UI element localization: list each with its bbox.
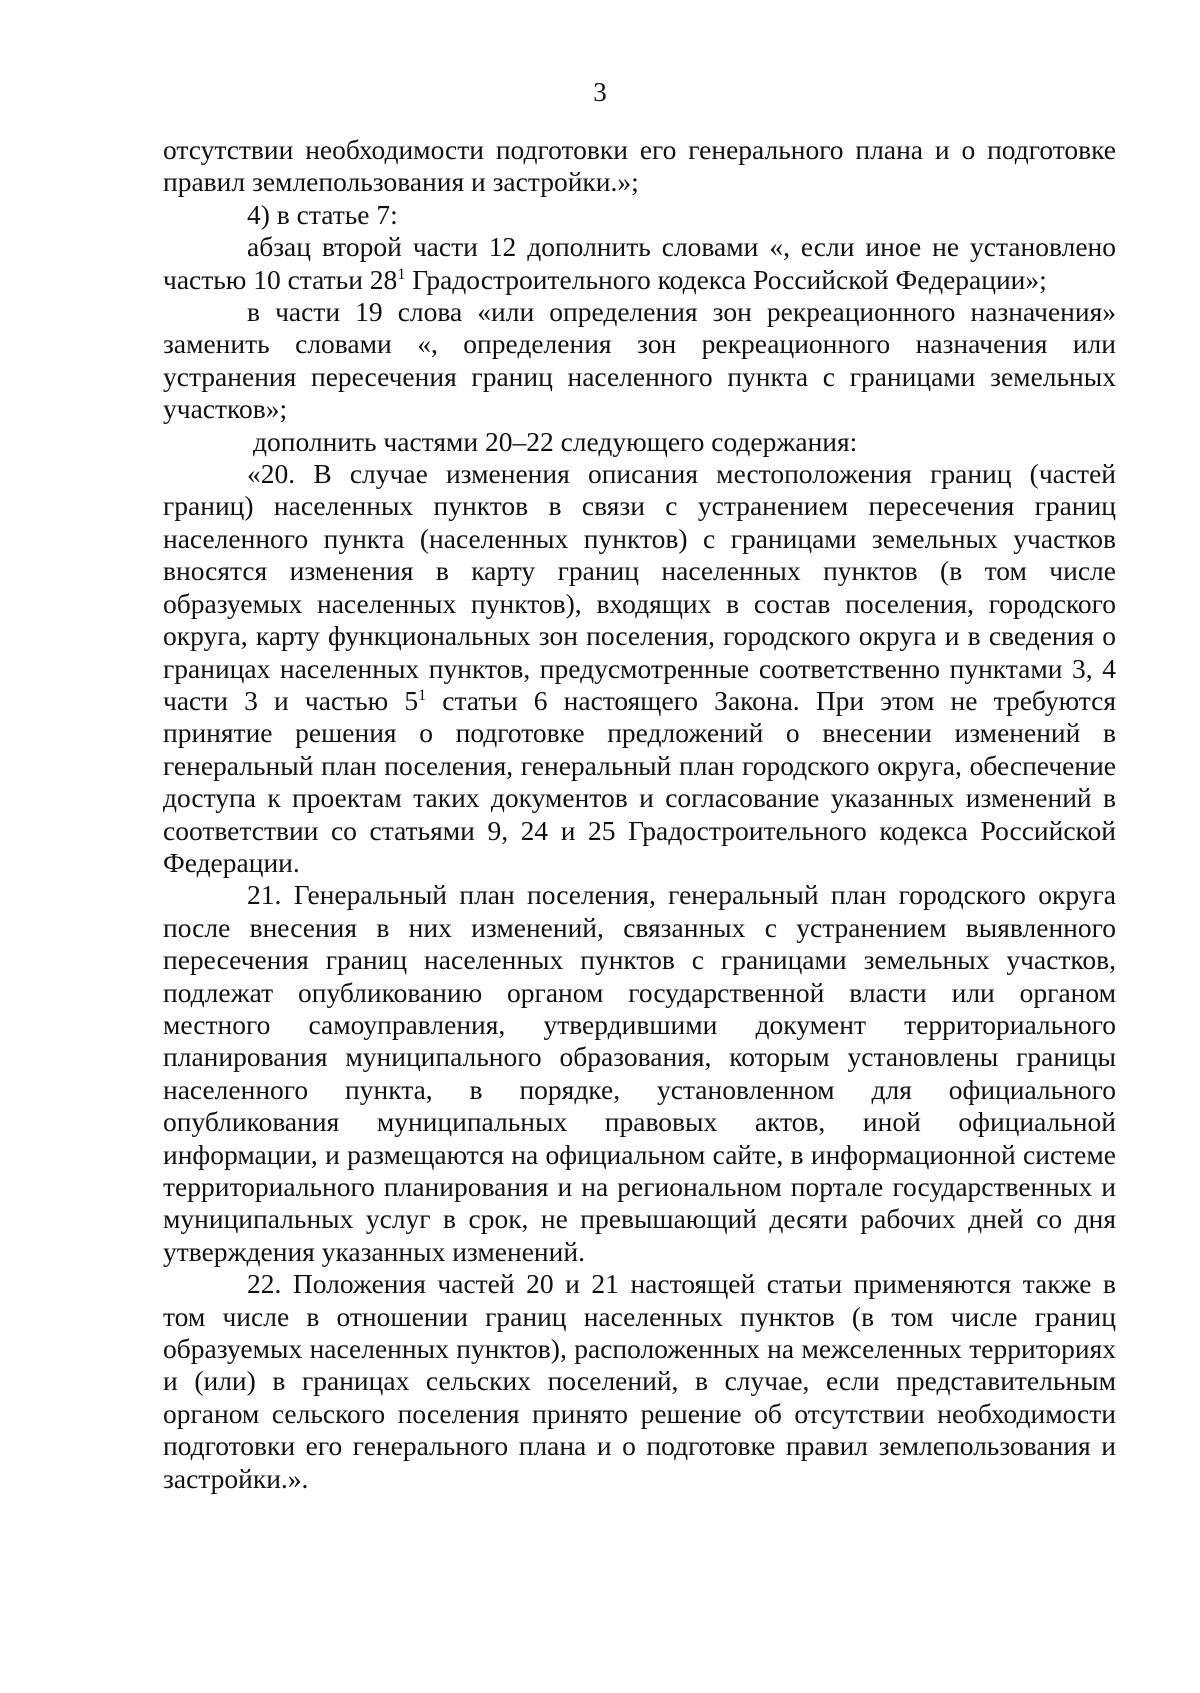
paragraph-text: абзац второй части 12 дополнить словами «, если иное не установлено частью 10 статьи 28 [163,231,1116,295]
paragraph-item-4: 4) в статье 7: [247,198,398,230]
page-number: 3 [593,77,607,107]
paragraph-part-20 [163,458,1116,879]
paragraph-continuation: отсутствии необходимости подготовки его генерального плана и о подготовке правил землепользования и застройки.»; [163,134,1116,198]
superscript: 1 [418,686,427,704]
document-body [163,134,1116,1495]
paragraph-text: «20. В случае изменения описания местоположения границ (частей границ) населенных пунктов в связи с устранением пересечения границ населенного пункта (населенных пунктов) с границами земельных участков вносятся изменения в карту границ населенных пунктов (в том числе образуемых населенных пунктов), входящих в состав поселения, городского округа, карту функциональных зон поселения, городского округа и в сведения о границах населенных пунктов, предусмотренные соответственно пунктами 3, 4 части 3 и частью 5 [163,458,1116,716]
paragraph-part-22: 22. Положения частей 20 и 21 настоящей статьи применяются также в том числе в отношении границ населенных пунктов (в том числе границ образуемых населенных пунктов), расположенных на межселенных территориях и (или) в границах сельских поселений, в случае, если представительным органом сельского поселения принято решение об отсутствии необходимости подготовки его генерального плана и о подготовке правил землепользования и застройки.». [163,1268,1116,1494]
paragraph-add-parts: дополнить частями 20–22 следующего содержания: [253,425,858,457]
paragraph-text: Градостроительного кодекса Российской Федерации»; [405,263,1047,295]
paragraph-text: статьи 6 настоящего Закона. При этом не требуются принятие решения о подготовке предложений о внесении изменений в генеральный план поселения, генеральный план городского округа, обеспечение доступа к проектам таких документов и согласование указанных изменений в соответствии со статьями 9, 24 и 25 Градостроительного кодекса Российской Федерации. [163,684,1116,878]
paragraph-amend-part-12 [163,231,1116,296]
superscript: 1 [397,265,406,283]
paragraph-part-21: 21. Генеральный план поселения, генеральный план городского округа после внесения в них изменений, связанных с устранением выявленного пересечения границ населенных пунктов с границами земельных участков, подлежат опубликованию органом государственной власти или органом местного самоуправления, утвердившими документ территориального планирования муниципального образования, которым установлены границы населенного пункта, в порядке, установленном для официального опубликования муниципальных правовых актов, иной официальной информации, и размещаются на официальном сайте, в информационной системе территориального планирования и на региональном портале государственных и муниципальных услуг в срок, не превышающий десяти рабочих дней со дня утверждения указанных изменений. [163,879,1116,1267]
paragraph-amend-part-19: в части 19 слова «или определения зон рекреационного назначения» заменить словами «, определения зон рекреационного назначения или устранения пересечения границ населенного пункта с границами земельных участков»; [163,296,1116,425]
